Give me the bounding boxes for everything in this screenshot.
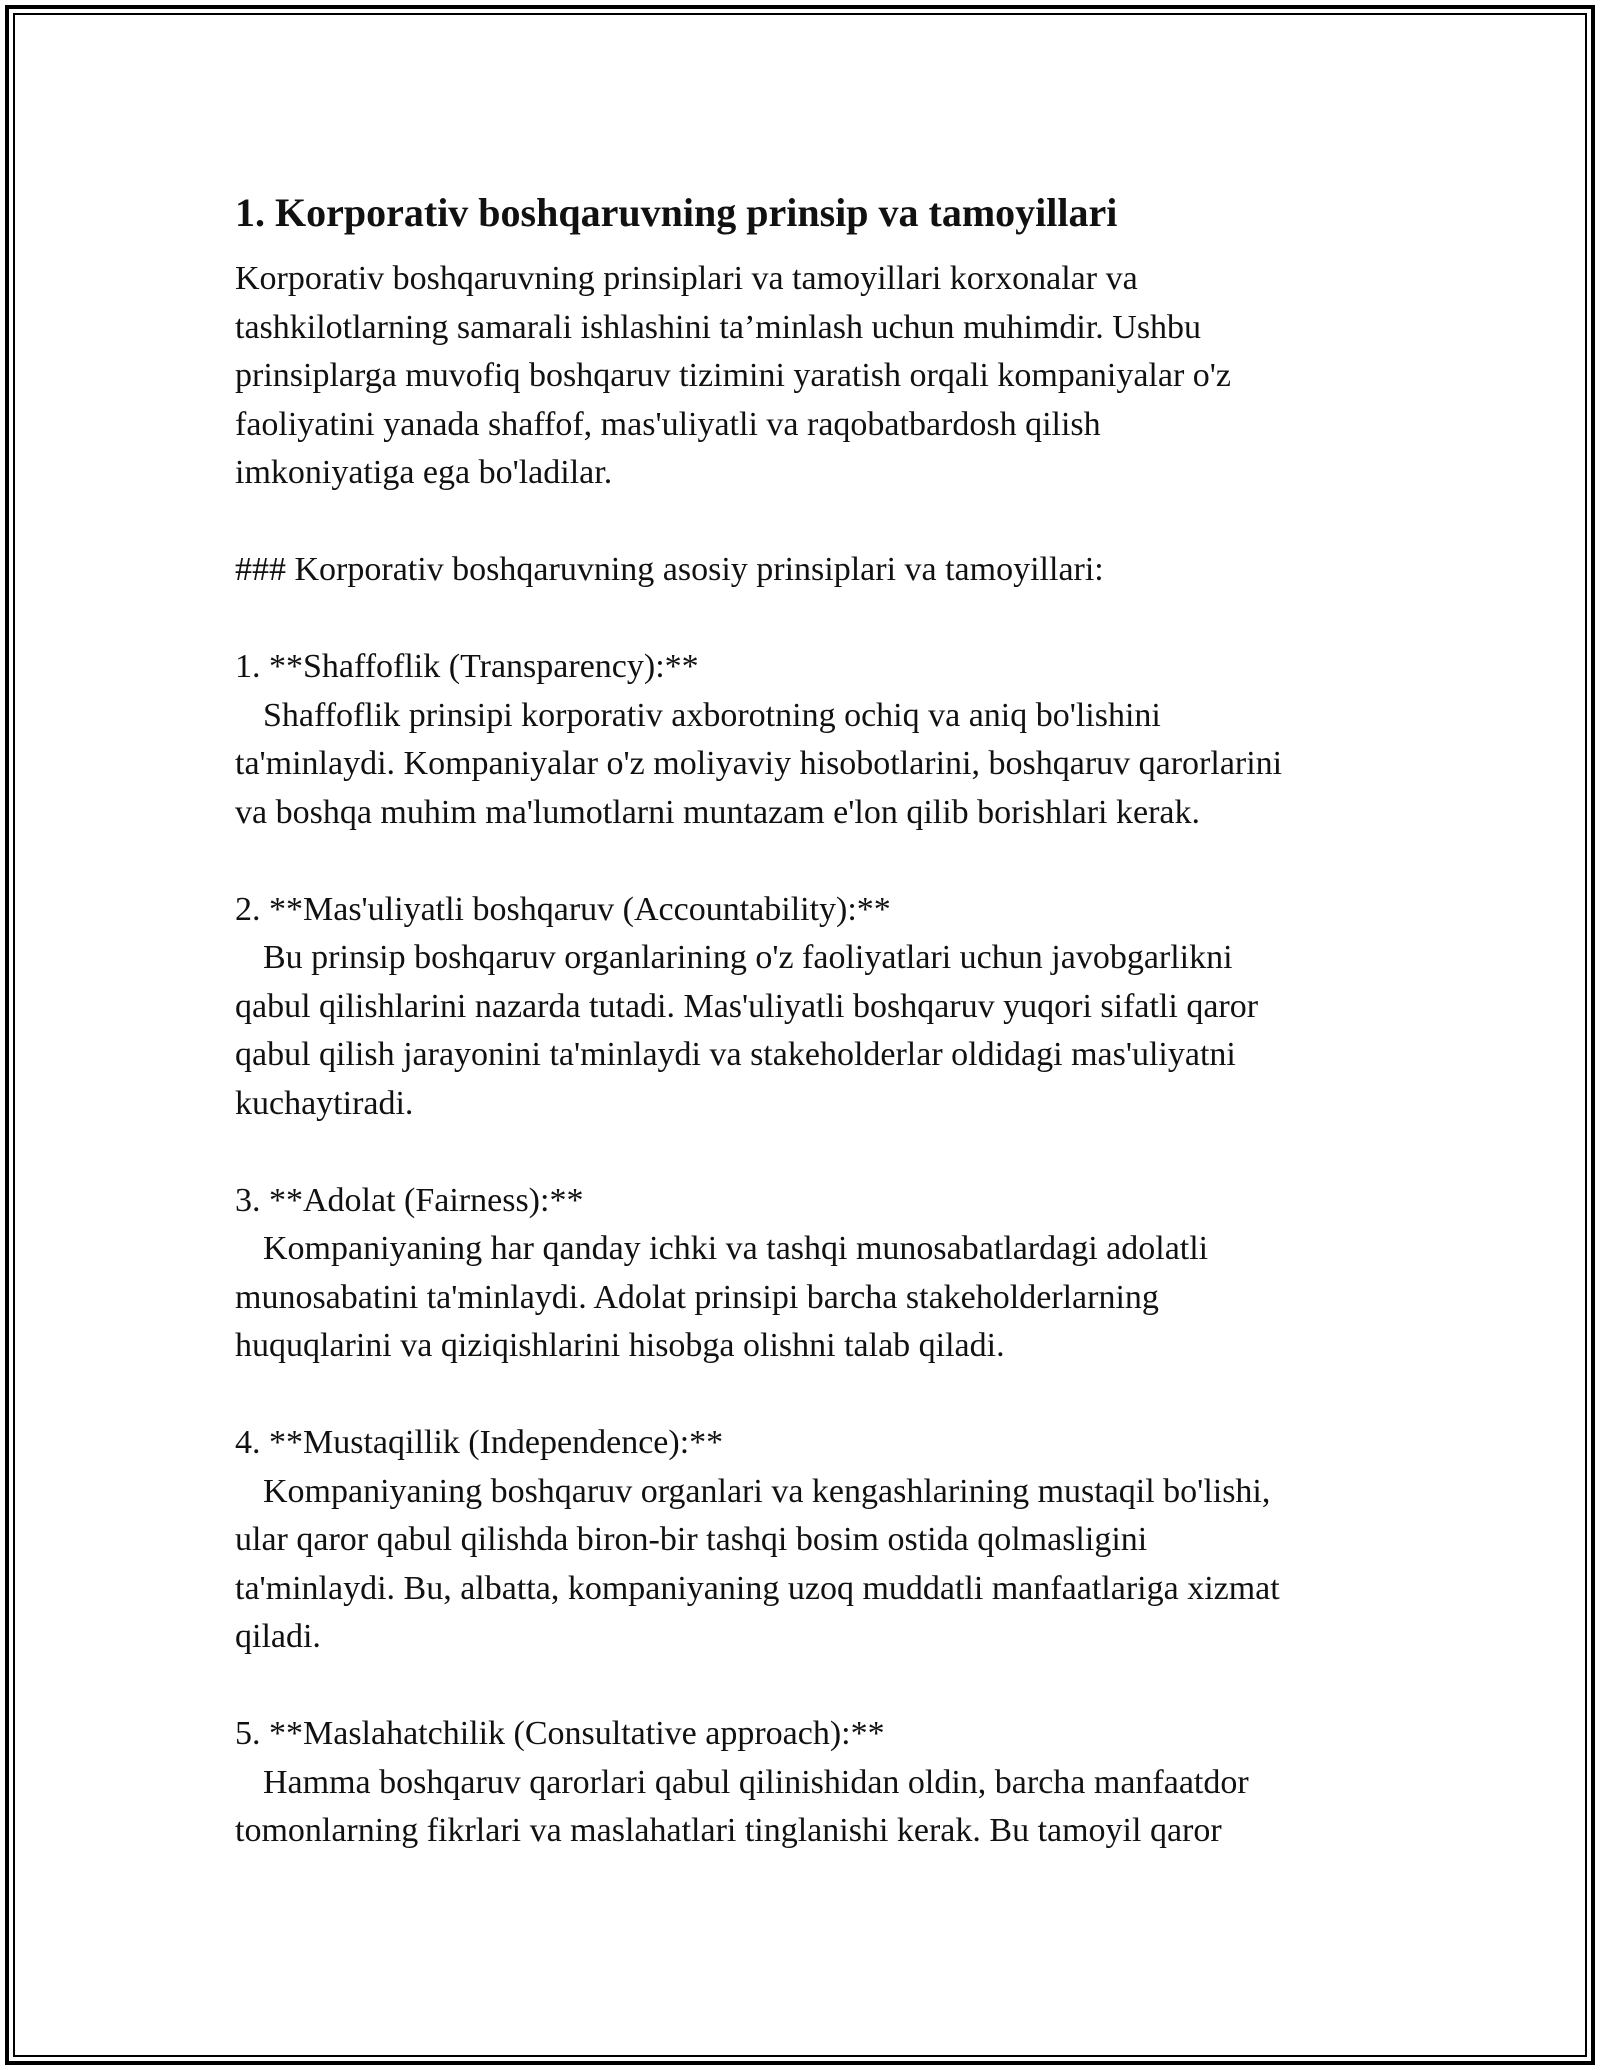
spacer [235, 498, 1385, 547]
document-title: 1. Korporativ boshqaruvning prinsip va tamoyillari [235, 190, 1118, 235]
section-subheading: ### Korporativ boshqaruvning asosiy prinsiplari va tamoyillari: [235, 551, 1104, 588]
intro-paragraph [235, 255, 1385, 498]
principle-section-consultative [235, 1710, 1385, 1856]
spacer [235, 1128, 1385, 1177]
principle-line: qabul qilish jarayonini ta'minlaydi va stakeholderlar oldidagi mas'uliyatni [235, 1036, 1236, 1073]
intro-line: Korporativ boshqaruvning prinsiplari va tamoyillari korxonalar va [235, 260, 1138, 297]
principle-section-fairness [235, 1177, 1385, 1371]
principle-heading: 4. **Mustaqillik (Independence):** [235, 1424, 724, 1461]
principle-line: munosabatini ta'minlaydi. Adolat prinsipi barcha stakeholderlarning [235, 1278, 1159, 1316]
spacer [235, 1662, 1385, 1711]
principle-heading: 5. **Maslahatchilik (Consultative approach):** [235, 1715, 885, 1752]
principle-line: Bu prinsip boshqaruv organlarining o'z faoliyatlari uchun javobgarlikni [263, 939, 1233, 976]
principle-section-accountability [235, 886, 1385, 1129]
principle-line: Hamma boshqaruv qarorlari qabul qilinishidan oldin, barcha manfaatdor [263, 1763, 1249, 1801]
principle-line: kuchaytiradi. [235, 1084, 414, 1122]
principle-line: va boshqa muhim ma'lumotlarni muntazam e'lon qilib borishlari kerak. [235, 793, 1200, 831]
principle-line: qabul qilishlarini nazarda tutadi. Mas'uliyatli boshqaruv yuqori sifatli qaror [235, 987, 1259, 1025]
intro-line: tashkilotlarning samarali ishlashini ta’minlash uchun muhimdir. Ushbu [235, 308, 1202, 346]
spacer [235, 595, 1385, 644]
principle-line: huquqlarini va qiziqishlarini hisobga olishni talab qiladi. [235, 1327, 1005, 1364]
principle-heading: 3. **Adolat (Fairness):** [235, 1181, 584, 1219]
spacer [235, 837, 1385, 886]
intro-line: imkoniyatiga ega bo'ladilar. [235, 454, 613, 491]
principle-line: Kompaniyaning har qanday ichki va tashqi munosabatlardagi adolatli [263, 1230, 1209, 1267]
intro-line: faoliyatini yanada shaffof, mas'uliyatli va raqobatbardosh qilish [235, 405, 1101, 443]
principle-section-independence [235, 1419, 1385, 1662]
principle-line: ta'minlaydi. Kompaniyalar o'z moliyaviy hisobotlarini, boshqaruv qarorlarini [235, 745, 1283, 782]
principle-line: Kompaniyaning boshqaruv organlari va kengashlarining mustaqil bo'lishi, [263, 1472, 1271, 1510]
spacer [235, 1371, 1385, 1420]
document-body [235, 185, 1385, 1856]
intro-line: prinsiplarga muvofiq boshqaruv tizimini yaratish orqali kompaniyalar o'z [235, 357, 1231, 394]
principle-line: ular qaror qabul qilishda biron-bir tashqi bosim ostida qolmasligini [235, 1521, 1148, 1558]
principle-line: ta'minlaydi. Bu, albatta, kompaniyaning uzoq muddatli manfaatlariga xizmat [235, 1569, 1280, 1607]
principle-line: tomonlarning fikrlari va maslahatlari tinglanishi kerak. Bu tamoyil qaror [235, 1812, 1222, 1849]
principle-section-transparency [235, 643, 1385, 837]
principle-line: Shaffoflik prinsipi korporativ axborotning ochiq va aniq bo'lishini [263, 696, 1161, 734]
principle-heading: 1. **Shaffoflik (Transparency):** [235, 648, 699, 685]
principle-line: qiladi. [235, 1618, 321, 1655]
principle-heading: 2. **Mas'uliyatli boshqaruv (Accountability):** [235, 890, 891, 928]
